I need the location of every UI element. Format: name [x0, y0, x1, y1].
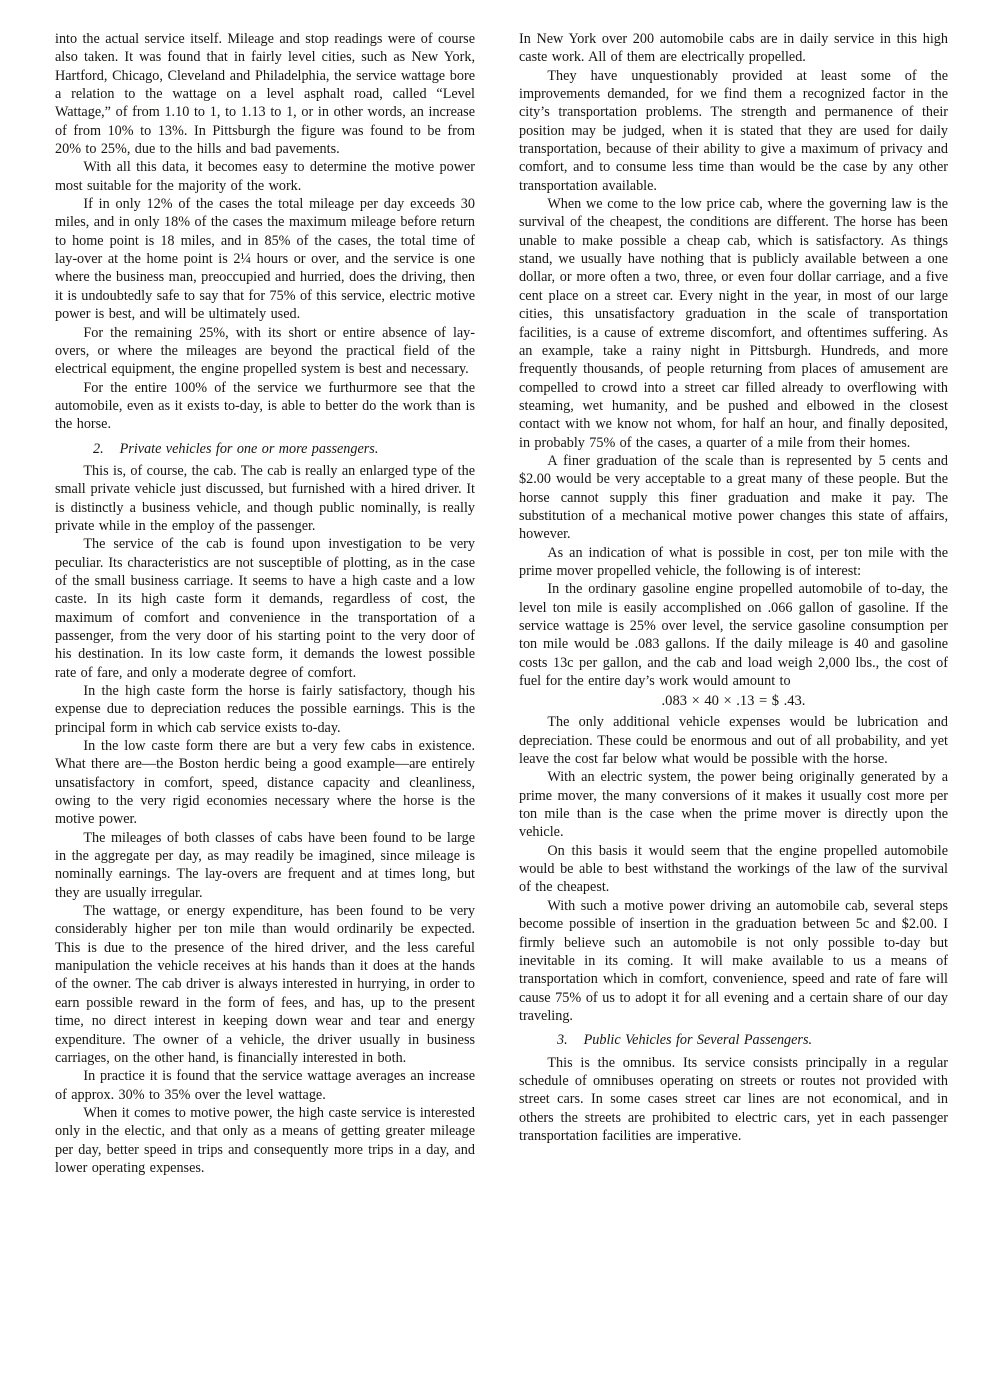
paragraph: In practice it is found that the service wattage averages an increase of approx. 30% to 35% over the level wattage.: [55, 1068, 475, 1103]
paragraph: As an indication of what is possible in cost, per ton mile with the prime mover propelled vehicle, the following is of interest:: [519, 544, 948, 579]
section-title: Public Vehicles for Several Passengers.: [583, 1032, 813, 1049]
paragraph: With such a motive power driving an automobile cab, several steps become possible of insertion in the graduation between 5c and $2.00. I firmly believe such an automobile is not only possible to-day but inevitable in its coming. It will make available to us a means of transportation which in comfort, convenience, speed and rate of fare will cause 75% of us to adopt it for all evening and a certain share of our day traveling.: [519, 897, 948, 1024]
paragraph: In the low caste form there are but a very few cabs in existence. What there are—the Boston herdic being a good example—are entirely unsatisfactory in comfort, speed, distance capacity and cleanliness, owing to the very rigid economies necessary where the horse is the motive power.: [55, 738, 475, 828]
paragraph: The wattage, or energy expenditure, has been found to be very considerably higher per ton mile than would ordinarily be expected. This is due to the presence of the hired driver, and the less careful manipulation the vehicle receives at his hands than it does at the hands of the owner. The cab driver is always interested in hurrying, in order to earn possible reward in the form of fees, and has, up to the present time, no direct interest in keeping down wear and tear and energy expenditure. The owner of a vehicle, the driver usually in business carriages, on the other hand, is financially interested in both.: [55, 903, 475, 1066]
section-number: 2.: [93, 440, 104, 457]
paragraph: The mileages of both classes of cabs have been found to be large in the aggregate per day, as may readily be imagined, since mileage is nominally earnings. The lay-overs are frequent and at times long, but they are usually irregular.: [55, 829, 475, 901]
paragraph: This is, of course, the cab. The cab is really an enlarged type of the small private vehicle just discussed, but furnished with a hired driver. It is distinctly a business vehicle, and though public nominally, is really private while in the employ of the passenger.: [55, 462, 475, 534]
paragraph: They have unquestionably provided at least some of the improvements demanded, for we find them a recognized factor in the city’s transportation problems. The strength and permanence of their position may be judged, when it is stated that they are used for daily transportation, because of their ability to give a maximum of privacy and comfort, and to consume less time than would be the case by any other transportation available.: [519, 67, 948, 194]
paragraph: When we come to the low price cab, where the governing law is the survival of the cheapest, the conditions are different. The horse has been unable to make possible a cheap cab, which is satisfactory. As things stand, we usually have nothing that is publicly available between a one dollar, or more often a two, three, or even four dollar carriage, and a five cent place on a street car. Every night in the year, in most of our large cities, this unsatisfactory graduation in the scale of transportation facilities, is a cause of extreme discomfort, and oftentimes suffering. As an example, take a rainy night in Pittsburgh. Hundreds, and more frequently thousands, of people returning from places of amusement are compelled to crowd into a street car filled already to overflowing with steaming, wet humanity, and be pushed and elbowed in the closest contact with we know not whom, for half an hour, and finally deposited, in probably 75% of the cases, a quarter of a mile from their homes.: [519, 196, 948, 451]
paragraph: For the remaining 25%, with its short or entire absence of lay-overs, or where the mileages are beyond the practical field of the electrical equipment, the engine propelled system is best and necessary.: [55, 324, 475, 378]
paragraph: This is the omnibus. Its service consists principally in a regular schedule of omnibuses operating on streets or routes not provided with street cars. In some cases street car lines are not economical, and in others the streets are prohibited to electric cars, yet in each passenger transportation facilities are imperative.: [519, 1054, 948, 1144]
left-column: [55, 30, 475, 1380]
paragraph: The service of the cab is found upon investigation to be very peculiar. Its characteristics are not susceptible of plotting, as in the case of the small business carriage. It seems to have a high caste and a low caste. In its high caste form it demands, regardless of cost, the maximum of comfort and convenience in the transportation of a passenger, from the very door of his starting point to the very door of his destination. In its low caste form, it demands the lowest possible rate of fare, and only a moderate degree of comfort.: [55, 536, 475, 681]
paragraph: In the high caste form the horse is fairly satisfactory, though his expense due to depreciation reduces the possible earnings. This is the principal form in which cab service exists to-day.: [55, 682, 475, 736]
section-heading-private-vehicles: [55, 440, 475, 458]
paragraph: On this basis it would seem that the engine propelled automobile would be able to best withstand the workings of the law of the survival of the cheapest.: [519, 842, 948, 896]
paragraph: In New York over 200 automobile cabs are in daily service in this high caste work. All of them are electrically propelled.: [519, 31, 948, 66]
paragraph: The only additional vehicle expenses would be lubrication and depreciation. These could be enormous and out of all probability, and yet leave the cost far below what would be possible with the horse.: [519, 714, 948, 768]
paragraph: A finer graduation of the scale than is represented by 5 cents and $2.00 would be very acceptable to a great many of these people. But the horse cannot supply this finer graduation and make it pay. The substitution of a mechanical motive power changes this state of affairs, however.: [519, 452, 948, 543]
paragraph: With all this data, it becomes easy to determine the motive power most suitable for the majority of the work.: [55, 159, 475, 194]
paragraph: If in only 12% of the cases the total mileage per day exceeds 30 miles, and in only 18% of the cases the maximum mileage before return to home point is 18 miles, and in 85% of the cases, the total time of lay-over at the home point is 2¼ hours or over, and the service is one where the business man, preoccupied and hurried, does the driving, then it is undoubtedly safe to say that for 75% of this service, electric motive power is best, and will be ultimately used.: [55, 196, 475, 323]
right-column: [519, 30, 948, 1380]
paragraph: In the ordinary gasoline engine propelled automobile of to-day, the level ton mile is easily accomplished on .066 gallon of gasoline. If the service wattage is 25% over level, the service gasoline consumption per ton mile would be .083 gallons. If the daily mileage is 40 and gasoline costs 13c per gallon, and the cab and load weigh 2,000 lbs., the cost of fuel for the entire day’s work would amount to: [519, 581, 948, 690]
paragraph: into the actual service itself. Mileage and stop readings were of course also taken. It was found that in fairly level cities, such as New York, Hartford, Chicago, Cleveland and Philadelphia, the service wattage bore a relation to the wattage on a level asphalt road, called “Level Wattage,” of from 1.10 to 1, to 1.13 to 1, or in other words, an increase of from 10% to 13%. In Pittsburgh the figure was found to be from 20% to 25%, due to the hills and bad pavements.: [55, 31, 475, 158]
cost-formula-line: .083 × 40 × .13 = $ .43.: [661, 693, 806, 710]
section-number: 3.: [557, 1032, 568, 1049]
paragraph: For the entire 100% of the service we furthurmore see that the automobile, even as it exists to-day, is able to better do the work than is the horse.: [55, 379, 475, 433]
paragraph: With an electric system, the power being originally generated by a prime mover, the many conversions of it makes it usually cost more per ton mile than is the case when the prime mover is directly upon the vehicle.: [519, 769, 948, 841]
paragraph: When it comes to motive power, the high caste service is interested only in the electic, and that only as a means of getting greater mileage per day, better speed in trips and consequently more trips in a day, and lower operating expenses.: [55, 1104, 475, 1176]
section-heading-public-vehicles: [519, 1031, 948, 1049]
section-title: Private vehicles for one or more passengers.: [119, 440, 379, 457]
